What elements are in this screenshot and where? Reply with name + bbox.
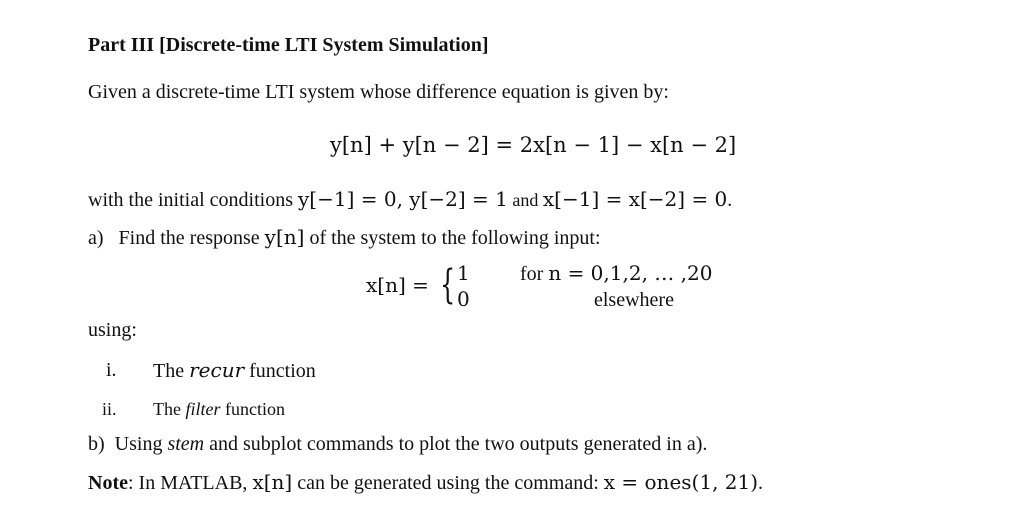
part-a-symbol: y[n]: [264, 225, 305, 249]
piecewise-case-1-range: n = 0,1,2, … ,20: [548, 261, 713, 285]
part-b-label: b): [88, 433, 105, 455]
piecewise-brace: {: [440, 262, 456, 308]
part-a-text-before: Find the response: [118, 227, 265, 249]
part-b-before: Using: [114, 433, 168, 455]
list-item: [153, 358, 316, 383]
note-label: Note: [88, 472, 128, 494]
note-end: .: [758, 472, 764, 494]
initial-x-conditions: x[−1] = x[−2] = 0: [542, 187, 728, 211]
initial-conjunction: and: [507, 190, 543, 210]
list-item-numeral: i.: [106, 359, 117, 381]
difference-equation-text: y[n] + y[n − 2] = 2x[n − 1] − x[n − 2]: [330, 133, 737, 157]
part-b: [88, 432, 707, 456]
piecewise-case-1-word: for: [520, 263, 549, 285]
page-title: Part III [Discrete-time LTI System Simulation]: [88, 34, 489, 56]
part-a-text-after: of the system to the following input:: [304, 227, 601, 249]
note-text-2: can be generated using the command:: [292, 472, 604, 494]
list-item-before: The: [153, 399, 186, 419]
note-text-1: : In MATLAB,: [127, 472, 253, 494]
piecewise-case-0-condition: elsewhere: [594, 289, 674, 311]
initial-y-conditions: y[−1] = 0, y[−2] = 1: [297, 187, 508, 211]
list-item-emph: filter: [185, 399, 221, 419]
initial-prefix: with the initial conditions: [88, 189, 298, 211]
piecewise-case-1-value: 1: [457, 261, 470, 285]
part-b-emph: stem: [167, 433, 205, 455]
intro-text: Given a discrete-time LTI system whose difference equation is given by:: [88, 81, 669, 103]
note-symbol: x[n]: [252, 470, 293, 494]
list-item-after: function: [220, 399, 285, 419]
initial-conditions: [88, 187, 732, 212]
list-item-before: The: [153, 360, 190, 382]
part-a-label: a): [88, 227, 104, 249]
list-item-after: function: [244, 360, 316, 382]
using-label: using:: [88, 319, 137, 341]
piecewise-lhs: x[n] =: [366, 273, 429, 297]
list-item: [153, 397, 285, 421]
note: [88, 470, 763, 495]
difference-equation: [330, 133, 736, 157]
note-command: x = ones(1, 21): [603, 470, 759, 494]
list-item-emph: recur: [189, 358, 245, 382]
piecewise-case-0-value: 0: [457, 287, 470, 311]
piecewise-case-1-condition: [520, 261, 712, 286]
part-a: [88, 225, 601, 250]
initial-suffix: .: [727, 189, 733, 211]
list-item-numeral: ii.: [102, 399, 117, 419]
part-b-after: and subplot commands to plot the two outputs generated in a).: [204, 433, 708, 455]
